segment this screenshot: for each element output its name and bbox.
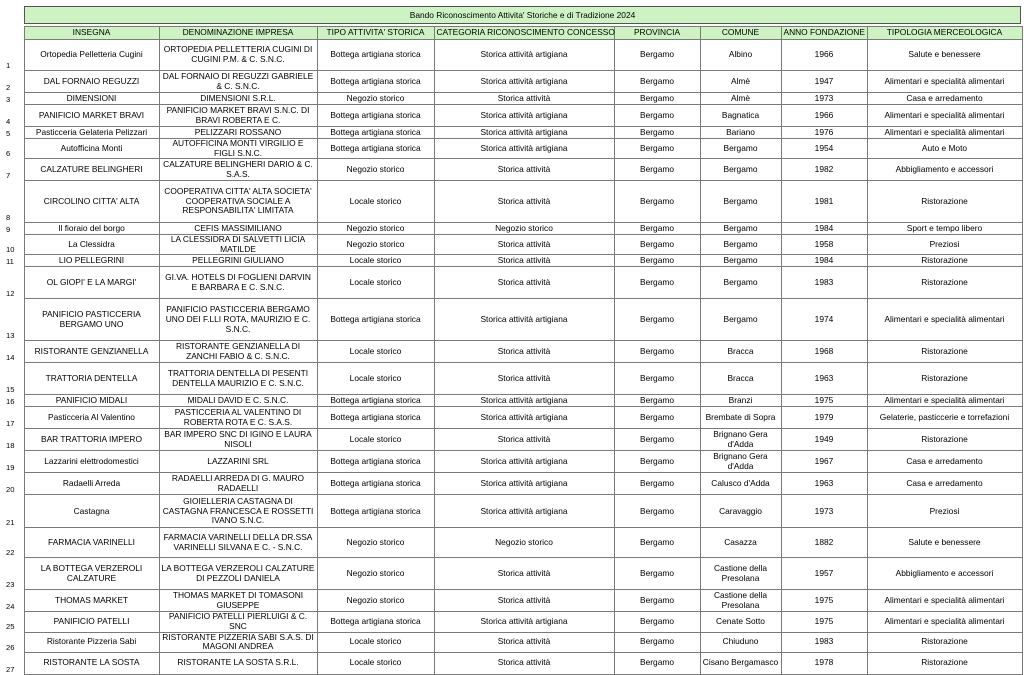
cell-categoria[interactable]: Negozio storico (434, 528, 614, 558)
row-number[interactable]: 6 (4, 139, 24, 159)
cell-tipo[interactable]: Bottega artigiana storica (317, 71, 434, 93)
cell-insegna[interactable]: PANIFICIO MARKET BRAVI (24, 105, 159, 127)
row-number[interactable]: 22 (4, 528, 24, 558)
cell-impresa[interactable]: TRATTORIA DENTELLA DI PESENTI DENTELLA MAURIZIO E C. S.N.C. (159, 363, 317, 395)
cell-insegna[interactable]: Castagna (24, 495, 159, 528)
cell-anno[interactable]: 1958 (781, 235, 867, 255)
sheet-title: Bando Riconoscimento Attivita' Storiche e di Tradizione 2024 (24, 6, 1021, 24)
cell-comune[interactable]: Castione della Presolana (700, 558, 781, 590)
cell-provincia[interactable]: Bergamo (614, 40, 700, 71)
cell-comune[interactable]: Casazza (700, 528, 781, 558)
table-row (4, 590, 1022, 612)
row-number[interactable]: 19 (4, 451, 24, 473)
cell-categoria[interactable]: Storica attività artigiana (434, 407, 614, 429)
table-row (4, 181, 1022, 223)
table-row (4, 632, 1022, 652)
cell-tipologia[interactable]: Auto e Moto (867, 139, 1022, 159)
cell-tipologia[interactable]: Abbigliamento e accessori (867, 159, 1022, 181)
cell-tipologia[interactable]: Ristorazione (867, 181, 1022, 223)
cell-anno[interactable]: 1947 (781, 71, 867, 93)
cell-comune[interactable]: Bergamo (700, 181, 781, 223)
cell-categoria[interactable]: Storica attività (434, 255, 614, 267)
cell-comune[interactable]: Bergamo (700, 159, 781, 181)
cell-provincia[interactable]: Bergamo (614, 223, 700, 235)
cell-categoria[interactable]: Storica attività artigiana (434, 127, 614, 139)
cell-categoria[interactable]: Storica attività artigiana (434, 139, 614, 159)
row-number[interactable]: 7 (4, 159, 24, 181)
cell-tipo[interactable]: Negozio storico (317, 93, 434, 105)
cell-impresa[interactable]: PELIZZARI ROSSANO (159, 127, 317, 139)
cell-tipo[interactable]: Locale storico (317, 267, 434, 299)
cell-anno[interactable]: 1976 (781, 127, 867, 139)
cell-comune[interactable]: Caravaggio (700, 495, 781, 528)
cell-comune[interactable]: Bergamo (700, 299, 781, 341)
cell-tipo[interactable]: Negozio storico (317, 223, 434, 235)
table-row (4, 255, 1022, 267)
row-number[interactable]: 1 (4, 40, 24, 71)
cell-comune[interactable]: Chiuduno (700, 632, 781, 652)
cell-tipologia[interactable]: Alimentari e specialità alimentari (867, 612, 1022, 632)
cell-insegna[interactable]: THOMAS MARKET (24, 590, 159, 612)
cell-comune[interactable]: Bariano (700, 127, 781, 139)
row-number[interactable]: 16 (4, 395, 24, 407)
row-number[interactable]: 5 (4, 127, 24, 139)
cell-categoria[interactable]: Storica attività artigiana (434, 395, 614, 407)
cell-comune[interactable]: Brignano Gera d'Adda (700, 429, 781, 451)
header-row (4, 27, 1022, 40)
cell-tipo[interactable]: Bottega artigiana storica (317, 612, 434, 632)
cell-tipologia[interactable]: Ristorazione (867, 429, 1022, 451)
cell-insegna[interactable]: BAR TRATTORIA IMPERO (24, 429, 159, 451)
cell-anno[interactable]: 1981 (781, 181, 867, 223)
table-row (4, 528, 1022, 558)
cell-tipo[interactable]: Negozio storico (317, 528, 434, 558)
row-number[interactable]: 14 (4, 341, 24, 363)
column-header-anno[interactable]: ANNO FONDAZIONE (781, 27, 867, 40)
cell-tipo[interactable]: Bottega artigiana storica (317, 407, 434, 429)
cell-impresa[interactable]: AUTOFFICINA MONTI VIRGILIO E FIGLI S.N.C. (159, 139, 317, 159)
cell-provincia[interactable]: Bergamo (614, 395, 700, 407)
cell-anno[interactable]: 1984 (781, 223, 867, 235)
row-number[interactable]: 23 (4, 558, 24, 590)
cell-insegna[interactable]: Autofficina Monti (24, 139, 159, 159)
cell-impresa[interactable]: GI.VA. HOTELS DI FOGLIENI DARVIN E BARBARA E C. S.N.C. (159, 267, 317, 299)
cell-anno[interactable]: 1966 (781, 105, 867, 127)
cell-comune[interactable]: Castione della Presolana (700, 590, 781, 612)
cell-provincia[interactable]: Bergamo (614, 612, 700, 632)
table-row (4, 407, 1022, 429)
cell-categoria[interactable]: Storica attività (434, 652, 614, 674)
data-table (4, 26, 1023, 675)
column-header-tipo[interactable]: TIPO ATTIVITA' STORICA (317, 27, 434, 40)
cell-provincia[interactable]: Bergamo (614, 407, 700, 429)
cell-comune[interactable]: Bagnatica (700, 105, 781, 127)
cell-impresa[interactable]: MIDALI DAVID E C. S.N.C. (159, 395, 317, 407)
row-number[interactable]: 25 (4, 612, 24, 632)
cell-provincia[interactable]: Bergamo (614, 71, 700, 93)
cell-impresa[interactable]: COOPERATIVA CITTA' ALTA SOCIETA' COOPERATIVA SOCIALE A RESPONSABILITA' LIMITATA (159, 181, 317, 223)
cell-comune[interactable]: Almè (700, 71, 781, 93)
cell-tipologia[interactable]: Alimentari e specialità alimentari (867, 105, 1022, 127)
cell-anno[interactable]: 1975 (781, 395, 867, 407)
cell-insegna[interactable]: PANIFICIO PASTICCERIA BERGAMO UNO (24, 299, 159, 341)
row-number[interactable]: 10 (4, 235, 24, 255)
cell-tipologia[interactable]: Alimentari e specialità alimentari (867, 590, 1022, 612)
table-row (4, 363, 1022, 395)
cell-impresa[interactable]: PELLEGRINI GIULIANO (159, 255, 317, 267)
cell-provincia[interactable]: Bergamo (614, 451, 700, 473)
table-row (4, 159, 1022, 181)
table-row (4, 235, 1022, 255)
cell-tipo[interactable]: Locale storico (317, 429, 434, 451)
cell-tipologia[interactable]: Ristorazione (867, 632, 1022, 652)
cell-insegna[interactable]: DIMENSIONI (24, 93, 159, 105)
cell-anno[interactable]: 1983 (781, 632, 867, 652)
cell-impresa[interactable]: LA CLESSIDRA DI SALVETTI LICIA MATILDE (159, 235, 317, 255)
cell-provincia[interactable]: Bergamo (614, 495, 700, 528)
cell-anno[interactable]: 1973 (781, 495, 867, 528)
cell-categoria[interactable]: Storica attività (434, 558, 614, 590)
cell-insegna[interactable]: Il fioraio del borgo (24, 223, 159, 235)
cell-provincia[interactable]: Bergamo (614, 299, 700, 341)
table-row (4, 40, 1022, 71)
cell-tipologia[interactable]: Ristorazione (867, 341, 1022, 363)
row-number[interactable]: 27 (4, 652, 24, 674)
cell-tipo[interactable]: Locale storico (317, 363, 434, 395)
table-row (4, 451, 1022, 473)
cell-tipo[interactable]: Bottega artigiana storica (317, 127, 434, 139)
row-number[interactable]: 8 (4, 181, 24, 223)
table-row (4, 223, 1022, 235)
row-number[interactable]: 24 (4, 590, 24, 612)
cell-categoria[interactable]: Storica attività (434, 267, 614, 299)
cell-provincia[interactable]: Bergamo (614, 181, 700, 223)
cell-tipo[interactable]: Locale storico (317, 652, 434, 674)
row-number[interactable]: 21 (4, 495, 24, 528)
cell-categoria[interactable]: Storica attività (434, 93, 614, 105)
cell-insegna[interactable]: TRATTORIA DENTELLA (24, 363, 159, 395)
cell-tipologia[interactable]: Ristorazione (867, 652, 1022, 674)
table-row (4, 127, 1022, 139)
cell-impresa[interactable]: THOMAS MARKET DI TOMASONI GIUSEPPE (159, 590, 317, 612)
cell-insegna[interactable]: RISTORANTE LA SOSTA (24, 652, 159, 674)
cell-anno[interactable]: 1963 (781, 363, 867, 395)
cell-impresa[interactable]: PANIFICIO MARKET BRAVI S.N.C. DI BRAVI ROBERTA E C. (159, 105, 317, 127)
cell-insegna[interactable]: Ristorante Pizzeria Sabi (24, 632, 159, 652)
row-number[interactable]: 3 (4, 93, 24, 105)
cell-anno[interactable]: 1882 (781, 528, 867, 558)
cell-impresa[interactable]: PANIFICIO PASTICCERIA BERGAMO UNO DEI F.LLI ROTA, MAURIZIO E C. S.N.C. (159, 299, 317, 341)
column-header-provincia[interactable]: PROVINCIA (614, 27, 700, 40)
cell-comune[interactable]: Almè (700, 93, 781, 105)
cell-impresa[interactable]: RADAELLI ARREDA DI G. MAURO RADAELLI (159, 473, 317, 495)
row-number[interactable]: 4 (4, 105, 24, 127)
cell-impresa[interactable]: BAR IMPERO SNC DI IGINO E LAURA NISOLI (159, 429, 317, 451)
cell-tipo[interactable]: Negozio storico (317, 235, 434, 255)
cell-categoria[interactable]: Storica attività artigiana (434, 40, 614, 71)
cell-impresa[interactable]: CALZATURE BELINGHERI DARIO & C. S.A.S. (159, 159, 317, 181)
cell-anno[interactable]: 1968 (781, 341, 867, 363)
column-header-categoria[interactable]: CATEGORIA RICONOSCIMENTO CONCESSO (434, 27, 614, 40)
cell-provincia[interactable]: Bergamo (614, 363, 700, 395)
cell-anno[interactable]: 1982 (781, 159, 867, 181)
cell-anno[interactable]: 1957 (781, 558, 867, 590)
cell-categoria[interactable]: Storica attività artigiana (434, 299, 614, 341)
cell-provincia[interactable]: Bergamo (614, 255, 700, 267)
cell-tipologia[interactable]: Gelaterie, pasticcerie e torrefazioni (867, 407, 1022, 429)
cell-tipo[interactable]: Bottega artigiana storica (317, 299, 434, 341)
row-number[interactable]: 2 (4, 71, 24, 93)
cell-provincia[interactable]: Bergamo (614, 267, 700, 299)
row-number[interactable]: 15 (4, 363, 24, 395)
table-row (4, 495, 1022, 528)
cell-impresa[interactable]: CEFIS MASSIMILIANO (159, 223, 317, 235)
row-number[interactable]: 18 (4, 429, 24, 451)
cell-categoria[interactable]: Negozio storico (434, 223, 614, 235)
table-row (4, 558, 1022, 590)
table-row (4, 612, 1022, 632)
cell-insegna[interactable]: CALZATURE BELINGHERI (24, 159, 159, 181)
cell-insegna[interactable]: Pasticceria Gelateria Pelizzari (24, 127, 159, 139)
cell-insegna[interactable]: DAL FORNAIO REGUZZI (24, 71, 159, 93)
table-row (4, 652, 1022, 674)
table-row (4, 71, 1022, 93)
table-body (4, 40, 1022, 675)
cell-tipologia[interactable]: Preziosi (867, 495, 1022, 528)
cell-categoria[interactable]: Storica attività (434, 159, 614, 181)
cell-provincia[interactable]: Bergamo (614, 159, 700, 181)
cell-anno[interactable]: 1975 (781, 590, 867, 612)
cell-categoria[interactable]: Storica attività artigiana (434, 451, 614, 473)
cell-anno[interactable]: 1966 (781, 40, 867, 71)
cell-provincia[interactable]: Bergamo (614, 558, 700, 590)
cell-categoria[interactable]: Storica attività (434, 429, 614, 451)
cell-provincia[interactable]: Bergamo (614, 652, 700, 674)
cell-tipo[interactable]: Locale storico (317, 255, 434, 267)
cell-categoria[interactable]: Storica attività (434, 632, 614, 652)
cell-anno[interactable]: 1954 (781, 139, 867, 159)
cell-anno[interactable]: 1984 (781, 255, 867, 267)
cell-comune[interactable]: Albino (700, 40, 781, 71)
cell-insegna[interactable]: OL GIOPI' E LA MARGI' (24, 267, 159, 299)
cell-provincia[interactable]: Bergamo (614, 139, 700, 159)
table-row (4, 267, 1022, 299)
cell-tipo[interactable]: Locale storico (317, 632, 434, 652)
cell-comune[interactable]: Cisano Bergamasco (700, 652, 781, 674)
cell-categoria[interactable]: Storica attività (434, 341, 614, 363)
cell-provincia[interactable]: Bergamo (614, 590, 700, 612)
cell-insegna[interactable]: FARMACIA VARINELLI (24, 528, 159, 558)
cell-impresa[interactable]: RISTORANTE PIZZERIA SABI S.A.S. DI MAGONI ANDREA (159, 632, 317, 652)
cell-tipologia[interactable]: Ristorazione (867, 267, 1022, 299)
cell-comune[interactable]: Brembate di Sopra (700, 407, 781, 429)
column-header-comune[interactable]: COMUNE (700, 27, 781, 40)
table-row (4, 395, 1022, 407)
cell-anno[interactable]: 1979 (781, 407, 867, 429)
cell-impresa[interactable]: DAL FORNAIO DI REGUZZI GABRIELE & C. S.N.C. (159, 71, 317, 93)
cell-insegna[interactable]: Radaelli Arreda (24, 473, 159, 495)
cell-categoria[interactable]: Storica attività artigiana (434, 473, 614, 495)
cell-tipo[interactable]: Negozio storico (317, 590, 434, 612)
cell-tipologia[interactable]: Casa e arredamento (867, 473, 1022, 495)
cell-insegna[interactable]: PANIFICIO PATELLI (24, 612, 159, 632)
cell-tipologia[interactable]: Abbigliamento e accessori (867, 558, 1022, 590)
column-header-denominazione[interactable]: DENOMINAZIONE IMPRESA (159, 27, 317, 40)
cell-categoria[interactable]: Storica attività artigiana (434, 612, 614, 632)
cell-categoria[interactable]: Storica attività (434, 363, 614, 395)
cell-comune[interactable]: Bracca (700, 363, 781, 395)
cell-tipo[interactable]: Bottega artigiana storica (317, 105, 434, 127)
cell-impresa[interactable]: RISTORANTE LA SOSTA S.R.L. (159, 652, 317, 674)
cell-categoria[interactable]: Storica attività (434, 235, 614, 255)
cell-tipologia[interactable]: Sport e tempo libero (867, 223, 1022, 235)
cell-insegna[interactable]: LA BOTTEGA VERZEROLI CALZATURE (24, 558, 159, 590)
cell-comune[interactable]: Bergamo (700, 255, 781, 267)
cell-comune[interactable]: Branzi (700, 395, 781, 407)
cell-tipo[interactable]: Bottega artigiana storica (317, 40, 434, 71)
cell-comune[interactable]: Bergamo (700, 223, 781, 235)
cell-anno[interactable]: 1967 (781, 451, 867, 473)
cell-tipo[interactable]: Bottega artigiana storica (317, 495, 434, 528)
cell-provincia[interactable]: Bergamo (614, 105, 700, 127)
cell-impresa[interactable]: DIMENSIONI S.R.L. (159, 93, 317, 105)
cell-tipo[interactable]: Bottega artigiana storica (317, 473, 434, 495)
row-number[interactable]: 20 (4, 473, 24, 495)
cell-comune[interactable]: Brignano Gera d'Adda (700, 451, 781, 473)
table-row (4, 473, 1022, 495)
cell-comune[interactable]: Cenate Sotto (700, 612, 781, 632)
row-number-header (4, 27, 24, 40)
row-number[interactable]: 26 (4, 632, 24, 652)
cell-provincia[interactable]: Bergamo (614, 429, 700, 451)
cell-insegna[interactable]: Lazzarini elettrodomestici (24, 451, 159, 473)
cell-tipologia[interactable]: Alimentari e specialità alimentari (867, 299, 1022, 341)
cell-comune[interactable]: Bergamo (700, 139, 781, 159)
cell-comune[interactable]: Bracca (700, 341, 781, 363)
cell-anno[interactable]: 1975 (781, 612, 867, 632)
cell-tipologia[interactable]: Casa e arredamento (867, 93, 1022, 105)
cell-tipo[interactable]: Negozio storico (317, 159, 434, 181)
cell-insegna[interactable]: Pasticceria Al Valentino (24, 407, 159, 429)
cell-impresa[interactable]: FARMACIA VARINELLI DELLA DR.SSA VARINELLI SILVANA E C. - S.N.C. (159, 528, 317, 558)
cell-comune[interactable]: Bergamo (700, 235, 781, 255)
cell-impresa[interactable]: PASTICCERIA AL VALENTINO DI ROBERTA ROTA E C. S.A.S. (159, 407, 317, 429)
cell-tipologia[interactable]: Salute e benessere (867, 528, 1022, 558)
cell-anno[interactable]: 1949 (781, 429, 867, 451)
table-row (4, 139, 1022, 159)
cell-provincia[interactable]: Bergamo (614, 93, 700, 105)
cell-impresa[interactable]: LAZZARINI SRL (159, 451, 317, 473)
cell-tipologia[interactable]: Preziosi (867, 235, 1022, 255)
cell-tipo[interactable]: Bottega artigiana storica (317, 139, 434, 159)
cell-categoria[interactable]: Storica attività (434, 590, 614, 612)
cell-categoria[interactable]: Storica attività (434, 181, 614, 223)
cell-anno[interactable]: 1974 (781, 299, 867, 341)
cell-tipologia[interactable]: Ristorazione (867, 363, 1022, 395)
cell-tipo[interactable]: Negozio storico (317, 558, 434, 590)
cell-tipologia[interactable]: Alimentari e specialità alimentari (867, 395, 1022, 407)
table-row (4, 341, 1022, 363)
cell-impresa[interactable]: RISTORANTE GENZIANELLA DI ZANCHI FABIO & C. S.N.C. (159, 341, 317, 363)
cell-tipo[interactable]: Bottega artigiana storica (317, 451, 434, 473)
cell-insegna[interactable]: CIRCOLINO CITTA' ALTA (24, 181, 159, 223)
cell-comune[interactable]: Bergamo (700, 267, 781, 299)
cell-tipologia[interactable]: Casa e arredamento (867, 451, 1022, 473)
cell-anno[interactable]: 1973 (781, 93, 867, 105)
cell-anno[interactable]: 1963 (781, 473, 867, 495)
row-number[interactable]: 12 (4, 267, 24, 299)
cell-provincia[interactable]: Bergamo (614, 127, 700, 139)
cell-anno[interactable]: 1978 (781, 652, 867, 674)
cell-categoria[interactable]: Storica attività artigiana (434, 71, 614, 93)
cell-impresa[interactable]: PANIFICIO PATELLI PIERLUIGI & C. SNC (159, 612, 317, 632)
cell-tipo[interactable]: Locale storico (317, 181, 434, 223)
cell-impresa[interactable]: LA BOTTEGA VERZEROLI CALZATURE DI PEZZOLI DANIELA (159, 558, 317, 590)
cell-anno[interactable]: 1983 (781, 267, 867, 299)
row-number[interactable]: 13 (4, 299, 24, 341)
row-number[interactable]: 17 (4, 407, 24, 429)
cell-tipologia[interactable]: Alimentari e specialità alimentari (867, 71, 1022, 93)
column-header-tipologia[interactable]: TIPOLOGIA MERCEOLOGICA (867, 27, 1022, 40)
row-number[interactable]: 9 (4, 223, 24, 235)
cell-comune[interactable]: Calusco d'Adda (700, 473, 781, 495)
cell-impresa[interactable]: ORTOPEDIA PELLETTERIA CUGINI DI CUGINI P.M. & C. S.N.C. (159, 40, 317, 71)
cell-provincia[interactable]: Bergamo (614, 632, 700, 652)
cell-impresa[interactable]: GIOIELLERIA CASTAGNA DI CASTAGNA FRANCESCA E ROSSETTI IVANO S.N.C. (159, 495, 317, 528)
table-row (4, 105, 1022, 127)
row-number[interactable]: 11 (4, 255, 24, 267)
cell-categoria[interactable]: Storica attività artigiana (434, 495, 614, 528)
cell-tipo[interactable]: Bottega artigiana storica (317, 395, 434, 407)
cell-provincia[interactable]: Bergamo (614, 235, 700, 255)
cell-tipologia[interactable]: Ristorazione (867, 255, 1022, 267)
cell-insegna[interactable]: Ortopedia Pelletteria Cugini (24, 40, 159, 71)
cell-provincia[interactable]: Bergamo (614, 341, 700, 363)
table-row (4, 93, 1022, 105)
table-row (4, 299, 1022, 341)
cell-insegna[interactable]: LIO PELLEGRINI (24, 255, 159, 267)
table-row (4, 429, 1022, 451)
cell-tipo[interactable]: Locale storico (317, 341, 434, 363)
cell-tipologia[interactable]: Alimentari e specialità alimentari (867, 127, 1022, 139)
cell-provincia[interactable]: Bergamo (614, 528, 700, 558)
cell-insegna[interactable]: RISTORANTE GENZIANELLA (24, 341, 159, 363)
cell-categoria[interactable]: Storica attività artigiana (434, 105, 614, 127)
cell-insegna[interactable]: PANIFICIO MIDALI (24, 395, 159, 407)
cell-insegna[interactable]: La Clessidra (24, 235, 159, 255)
cell-tipologia[interactable]: Salute e benessere (867, 40, 1022, 71)
cell-provincia[interactable]: Bergamo (614, 473, 700, 495)
column-header-insegna[interactable]: INSEGNA (24, 27, 159, 40)
